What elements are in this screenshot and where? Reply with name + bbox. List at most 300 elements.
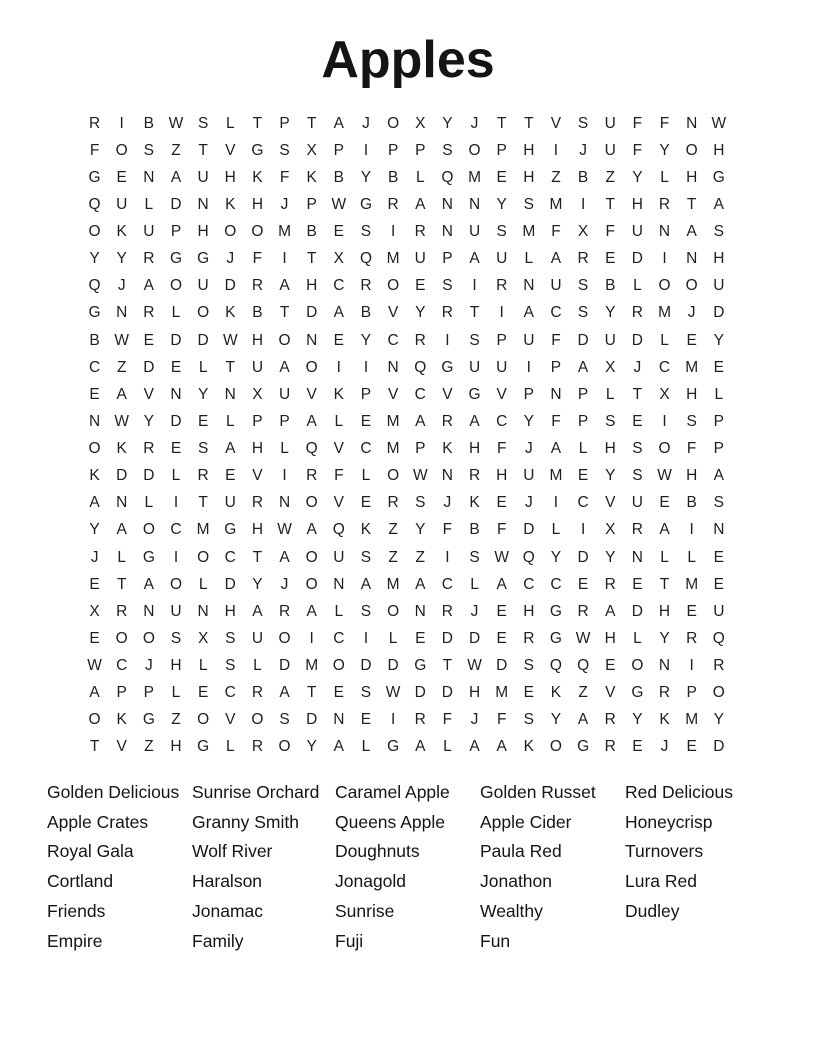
grid-letter: L bbox=[633, 277, 642, 295]
grid-letter: H bbox=[251, 195, 264, 213]
grid-letter: U bbox=[496, 358, 508, 376]
grid-letter: U bbox=[631, 494, 643, 512]
grid-letter: F bbox=[605, 223, 615, 241]
grid-letter: F bbox=[551, 223, 561, 241]
grid-letter: L bbox=[253, 657, 262, 675]
grid-letter: R bbox=[577, 250, 589, 268]
grid-letter: Q bbox=[414, 358, 427, 376]
grid-letter: I bbox=[445, 331, 450, 349]
grid-letter: F bbox=[496, 521, 507, 539]
grid-letter: N bbox=[197, 195, 209, 213]
grid-letter: P bbox=[333, 141, 344, 159]
grid-letter: C bbox=[577, 494, 589, 512]
grid-letter: O bbox=[197, 711, 210, 729]
grid-letter: F bbox=[551, 412, 561, 430]
grid-letter: O bbox=[251, 711, 264, 729]
grid-letter: O bbox=[115, 629, 128, 647]
grid-letter: H bbox=[631, 195, 643, 213]
grid-letter: D bbox=[496, 657, 508, 675]
grid-letter: C bbox=[550, 575, 562, 593]
grid-letter: E bbox=[360, 412, 372, 430]
grid-letter: C bbox=[170, 521, 182, 539]
grid-letter: G bbox=[224, 521, 237, 539]
grid-letter: A bbox=[279, 684, 290, 702]
grid-letter: Z bbox=[578, 684, 588, 702]
grid-letter: E bbox=[496, 602, 507, 620]
grid-letter: S bbox=[469, 331, 480, 349]
grid-letter: O bbox=[631, 657, 644, 675]
grid-letter: G bbox=[468, 385, 481, 403]
grid-letter: O bbox=[468, 141, 481, 159]
grid-letter: S bbox=[415, 494, 426, 512]
grid-letter: G bbox=[142, 548, 155, 566]
grid-letter: N bbox=[116, 304, 128, 322]
grid-letter: U bbox=[550, 277, 562, 295]
grid-letter: Y bbox=[550, 711, 562, 729]
grid-letter: P bbox=[442, 250, 453, 268]
grid-letter: G bbox=[169, 250, 183, 268]
grid-letter: Y bbox=[306, 738, 317, 756]
grid-letter: G bbox=[197, 250, 210, 268]
grid-letter: O bbox=[387, 277, 400, 295]
grid-letter: Q bbox=[332, 521, 345, 539]
grid-letter: N bbox=[333, 575, 345, 593]
grid-letter: K bbox=[225, 195, 236, 213]
grid-letter: Z bbox=[415, 548, 425, 566]
grid-letter: G bbox=[251, 141, 264, 159]
grid-letter: R bbox=[414, 223, 426, 241]
grid-letter: H bbox=[251, 440, 264, 458]
word-list-item: Doughnuts bbox=[335, 841, 420, 862]
grid-letter: E bbox=[659, 494, 670, 512]
grid-letter: C bbox=[414, 385, 426, 403]
grid-letter: A bbox=[415, 412, 426, 430]
grid-letter: L bbox=[280, 440, 289, 458]
grid-letter: V bbox=[496, 385, 507, 403]
grid-letter: E bbox=[496, 168, 507, 186]
grid-letter: C bbox=[387, 331, 399, 349]
grid-letter: S bbox=[469, 548, 480, 566]
word-list-item: Cortland bbox=[47, 871, 114, 892]
grid-letter: R bbox=[686, 629, 698, 647]
grid-letter: Y bbox=[659, 629, 670, 647]
grid-letter: I bbox=[173, 494, 179, 512]
grid-letter: G bbox=[631, 684, 644, 702]
grid-letter: Y bbox=[415, 521, 426, 539]
grid-letter: A bbox=[550, 440, 562, 458]
word-list-item: Family bbox=[192, 930, 244, 951]
grid-letter: V bbox=[225, 141, 236, 159]
grid-letter: R bbox=[468, 467, 481, 485]
grid-letter: U bbox=[523, 331, 535, 349]
grid-letter: U bbox=[631, 223, 643, 241]
grid-letter: E bbox=[523, 684, 534, 702]
grid-letter: A bbox=[116, 521, 127, 539]
grid-letter: X bbox=[605, 521, 616, 539]
grid-letter: I bbox=[553, 494, 559, 512]
grid-letter: E bbox=[415, 277, 426, 295]
grid-letter: C bbox=[441, 575, 453, 593]
grid-letter: U bbox=[604, 331, 616, 349]
grid-letter: P bbox=[415, 440, 426, 458]
grid-letter: V bbox=[333, 494, 344, 512]
grid-letter: J bbox=[579, 141, 587, 159]
grid-letter: B bbox=[469, 521, 480, 539]
grid-letter: L bbox=[551, 521, 561, 539]
grid-letter: Y bbox=[89, 250, 100, 268]
grid-letter: D bbox=[468, 629, 481, 647]
grid-letter: M bbox=[495, 684, 509, 702]
word-list-item: Apple Crates bbox=[47, 811, 149, 832]
grid-letter: I bbox=[526, 358, 531, 376]
grid-letter: P bbox=[415, 141, 426, 159]
grid-letter: A bbox=[686, 223, 697, 241]
grid-letter: R bbox=[631, 521, 643, 539]
grid-letter: L bbox=[117, 548, 127, 566]
grid-letter: N bbox=[441, 223, 453, 241]
word-list-item: Haralson bbox=[192, 871, 263, 892]
grid-letter: M bbox=[196, 521, 210, 539]
grid-letter: R bbox=[387, 195, 399, 213]
grid-letter: N bbox=[523, 277, 535, 295]
grid-letter: S bbox=[523, 711, 534, 729]
word-list-item: Golden Delicious bbox=[47, 782, 180, 802]
grid-letter: E bbox=[225, 467, 236, 485]
grid-letter: J bbox=[524, 440, 533, 458]
grid-letter: G bbox=[441, 358, 454, 376]
grid-letter: W bbox=[385, 684, 401, 702]
grid-letter: O bbox=[712, 684, 725, 702]
grid-letter: D bbox=[441, 684, 453, 702]
grid-letter: S bbox=[577, 114, 589, 132]
grid-letter: B bbox=[89, 331, 100, 349]
grid-letter: E bbox=[686, 738, 697, 756]
grid-letter: D bbox=[306, 304, 318, 322]
grid-letter: E bbox=[632, 575, 643, 593]
grid-letter: R bbox=[658, 684, 671, 702]
grid-letter: A bbox=[279, 358, 290, 376]
grid-letter: B bbox=[686, 494, 697, 512]
grid-letter: V bbox=[306, 385, 317, 403]
grid-letter: D bbox=[197, 331, 209, 349]
grid-letter: P bbox=[387, 141, 399, 159]
grid-letter: L bbox=[198, 575, 208, 593]
grid-letter: N bbox=[414, 602, 426, 620]
grid-letter: M bbox=[685, 358, 699, 376]
grid-letter: L bbox=[687, 548, 696, 566]
grid-letter: S bbox=[577, 277, 589, 295]
grid-letter: S bbox=[632, 467, 643, 485]
grid-letter: L bbox=[578, 440, 588, 458]
grid-letter: E bbox=[713, 548, 724, 566]
grid-letter: B bbox=[252, 304, 263, 322]
grid-letter: T bbox=[686, 195, 697, 213]
grid-letter: B bbox=[577, 168, 589, 186]
grid-letter: P bbox=[577, 412, 589, 430]
grid-letter: I bbox=[363, 629, 369, 647]
grid-letter: Y bbox=[632, 711, 643, 729]
word-list-column bbox=[480, 778, 596, 956]
grid-letter: T bbox=[225, 358, 235, 376]
grid-letter: E bbox=[632, 738, 643, 756]
grid-letter: X bbox=[415, 114, 426, 132]
grid-letter: Q bbox=[549, 657, 562, 675]
grid-letter: N bbox=[306, 331, 318, 349]
grid-letter: A bbox=[469, 738, 480, 756]
grid-letter: J bbox=[524, 494, 533, 512]
grid-letter: H bbox=[224, 602, 236, 620]
grid-letter: J bbox=[144, 657, 153, 675]
grid-letter: E bbox=[496, 629, 507, 647]
grid-letter: W bbox=[412, 467, 428, 485]
grid-letter: O bbox=[169, 575, 183, 593]
grid-letter: Y bbox=[360, 168, 372, 186]
grid-letter: A bbox=[333, 738, 344, 756]
grid-letter: I bbox=[390, 223, 396, 241]
word-list-item: Sunrise Orchard bbox=[192, 782, 320, 802]
grid-letter: O bbox=[549, 738, 562, 756]
grid-letter: L bbox=[171, 467, 181, 485]
grid-letter: J bbox=[117, 277, 126, 295]
grid-letter: D bbox=[631, 250, 643, 268]
grid-letter: A bbox=[143, 575, 155, 593]
grid-letter: I bbox=[363, 358, 369, 376]
grid-letter: E bbox=[197, 684, 209, 702]
word-list-item: Golden Russet bbox=[480, 782, 596, 802]
grid-letter: V bbox=[252, 467, 263, 485]
grid-letter: T bbox=[659, 575, 670, 593]
grid-letter: F bbox=[442, 521, 453, 539]
word-list-item: Royal Gala bbox=[47, 841, 134, 862]
grid-letter: E bbox=[577, 575, 589, 593]
grid-letter: V bbox=[333, 440, 344, 458]
grid-letter: A bbox=[496, 575, 507, 593]
grid-letter: H bbox=[197, 223, 209, 241]
grid-letter: R bbox=[143, 304, 155, 322]
grid-letter: Q bbox=[712, 629, 725, 647]
grid-letter: N bbox=[143, 168, 155, 186]
grid-letter: O bbox=[332, 657, 345, 675]
grid-letter: S bbox=[360, 548, 372, 566]
grid-letter: Y bbox=[523, 412, 534, 430]
grid-letter: T bbox=[306, 114, 317, 132]
grid-letter: F bbox=[686, 440, 697, 458]
grid-letter: H bbox=[713, 141, 725, 159]
grid-letter: O bbox=[278, 738, 291, 756]
grid-letter: R bbox=[278, 602, 291, 620]
grid-letter: I bbox=[309, 629, 314, 647]
grid-letter: A bbox=[333, 114, 344, 132]
grid-letter: X bbox=[577, 223, 589, 241]
grid-letter: O bbox=[197, 548, 210, 566]
grid-letter: O bbox=[305, 358, 318, 376]
grid-letter: F bbox=[551, 331, 561, 349]
grid-letter: Y bbox=[659, 141, 670, 159]
grid-letter: Q bbox=[577, 657, 590, 675]
grid-letter: L bbox=[334, 412, 344, 430]
grid-letter: Q bbox=[359, 250, 372, 268]
grid-letter: K bbox=[469, 494, 480, 512]
grid-letter: H bbox=[686, 385, 698, 403]
grid-letter: G bbox=[387, 738, 400, 756]
grid-letter: R bbox=[387, 494, 399, 512]
grid-letter: J bbox=[443, 494, 452, 512]
grid-letter: O bbox=[305, 548, 318, 566]
grid-letter: O bbox=[115, 141, 128, 159]
grid-letter: G bbox=[359, 195, 372, 213]
grid-letter: L bbox=[225, 738, 235, 756]
grid-letter: A bbox=[143, 277, 155, 295]
grid-letter: J bbox=[470, 602, 479, 620]
grid-letter: I bbox=[662, 250, 667, 268]
grid-letter: Y bbox=[252, 575, 263, 593]
grid-letter: O bbox=[658, 440, 671, 458]
grid-letter: F bbox=[659, 114, 670, 132]
grid-letter: W bbox=[277, 521, 292, 539]
grid-letter: E bbox=[686, 331, 697, 349]
grid-letter: A bbox=[279, 277, 290, 295]
grid-letter: Y bbox=[496, 195, 507, 213]
grid-letter: R bbox=[631, 304, 643, 322]
grid-letter: H bbox=[686, 467, 698, 485]
grid-letter: W bbox=[87, 657, 102, 675]
grid-letter: Y bbox=[605, 304, 616, 322]
grid-letter: R bbox=[306, 467, 318, 485]
word-list-column bbox=[335, 778, 450, 956]
grid-letter: O bbox=[142, 521, 155, 539]
grid-letter: S bbox=[279, 711, 290, 729]
grid-letter: L bbox=[171, 304, 181, 322]
word-list-item: Wealthy bbox=[480, 900, 543, 921]
grid-letter: T bbox=[198, 494, 208, 512]
grid-letter: O bbox=[278, 629, 291, 647]
grid-letter: L bbox=[144, 195, 154, 213]
grid-letter: W bbox=[657, 467, 672, 485]
grid-letter: D bbox=[631, 331, 643, 349]
grid-letter: I bbox=[282, 250, 287, 268]
grid-letter: J bbox=[633, 358, 642, 376]
grid-letter: U bbox=[197, 168, 209, 186]
grid-letter: S bbox=[360, 602, 372, 620]
grid-letter: O bbox=[387, 114, 400, 132]
grid-letter: A bbox=[713, 195, 724, 213]
grid-letter: F bbox=[632, 141, 643, 159]
grid-letter: P bbox=[523, 385, 534, 403]
grid-letter: I bbox=[390, 711, 396, 729]
grid-letter: S bbox=[360, 684, 372, 702]
grid-letter: H bbox=[686, 168, 698, 186]
grid-letter: L bbox=[225, 412, 235, 430]
grid-letter: L bbox=[633, 629, 642, 647]
grid-letter: P bbox=[577, 385, 589, 403]
grid-letter: D bbox=[523, 521, 535, 539]
word-list-item: Granny Smith bbox=[192, 811, 299, 832]
grid-letter: A bbox=[252, 602, 263, 620]
grid-letter: Y bbox=[360, 331, 372, 349]
grid-letter: L bbox=[660, 168, 669, 186]
grid-letter: O bbox=[305, 575, 318, 593]
grid-letter: T bbox=[116, 575, 127, 593]
grid-letter: K bbox=[306, 168, 317, 186]
grid-letter: V bbox=[387, 304, 399, 322]
grid-letter: Y bbox=[442, 114, 453, 132]
grid-letter: L bbox=[470, 575, 479, 593]
grid-letter: C bbox=[224, 548, 236, 566]
grid-letter: H bbox=[468, 440, 481, 458]
grid-letter: Y bbox=[632, 168, 643, 186]
grid-letter: N bbox=[143, 602, 155, 620]
grid-letter: A bbox=[713, 467, 724, 485]
word-list-item: Paula Red bbox=[480, 841, 562, 862]
grid-letter: S bbox=[442, 277, 453, 295]
grid-letter: C bbox=[333, 629, 345, 647]
grid-letter: A bbox=[469, 412, 480, 430]
grid-letter: O bbox=[278, 331, 291, 349]
grid-letter: Z bbox=[144, 738, 154, 756]
grid-letter: N bbox=[658, 223, 671, 241]
grid-letter: N bbox=[333, 711, 345, 729]
grid-letter: M bbox=[658, 304, 671, 322]
grid-letter: M bbox=[468, 168, 481, 186]
grid-letter: E bbox=[116, 168, 127, 186]
grid-letter: S bbox=[605, 412, 616, 430]
word-list-item: Fuji bbox=[335, 930, 364, 951]
grid-letter: S bbox=[197, 440, 209, 458]
grid-letter: F bbox=[334, 467, 344, 485]
grid-letter: H bbox=[306, 277, 318, 295]
word-list-item: Honeycrisp bbox=[625, 811, 713, 832]
grid-letter: C bbox=[224, 684, 236, 702]
grid-letter: U bbox=[523, 467, 535, 485]
grid-letter: I bbox=[173, 548, 179, 566]
word-list-item: Dudley bbox=[625, 900, 680, 921]
grid-letter: D bbox=[577, 331, 589, 349]
grid-letter: T bbox=[524, 114, 534, 132]
grid-letter: D bbox=[306, 711, 318, 729]
grid-letter: K bbox=[550, 684, 562, 702]
word-list-column bbox=[47, 778, 179, 956]
grid-letter: E bbox=[577, 467, 589, 485]
grid-letter: R bbox=[441, 412, 453, 430]
grid-letter: U bbox=[251, 629, 264, 647]
grid-letter: C bbox=[496, 412, 508, 430]
grid-letter: T bbox=[198, 141, 208, 159]
grid-letter: N bbox=[468, 195, 481, 213]
grid-letter: D bbox=[713, 738, 725, 756]
grid-letter: W bbox=[222, 331, 238, 349]
grid-letter: W bbox=[467, 657, 482, 675]
word-list-column bbox=[192, 778, 319, 956]
grid-letter: O bbox=[88, 711, 101, 729]
grid-letter: S bbox=[143, 141, 155, 159]
grid-letter: S bbox=[523, 657, 534, 675]
grid-letter: X bbox=[89, 602, 100, 620]
grid-letter: A bbox=[550, 250, 562, 268]
grid-letter: Z bbox=[116, 358, 127, 376]
grid-letter: D bbox=[170, 195, 182, 213]
grid-letter: L bbox=[334, 602, 344, 620]
grid-letter: E bbox=[713, 575, 724, 593]
grid-letter: F bbox=[632, 114, 643, 132]
grid-letter: M bbox=[522, 223, 536, 241]
grid-letter: W bbox=[494, 548, 509, 566]
grid-letter: M bbox=[386, 412, 400, 430]
grid-letter: O bbox=[685, 277, 698, 295]
grid-letter: O bbox=[142, 629, 155, 647]
word-list-item: Wolf River bbox=[192, 841, 273, 862]
grid-letter: O bbox=[658, 277, 671, 295]
grid-letter: D bbox=[414, 684, 426, 702]
